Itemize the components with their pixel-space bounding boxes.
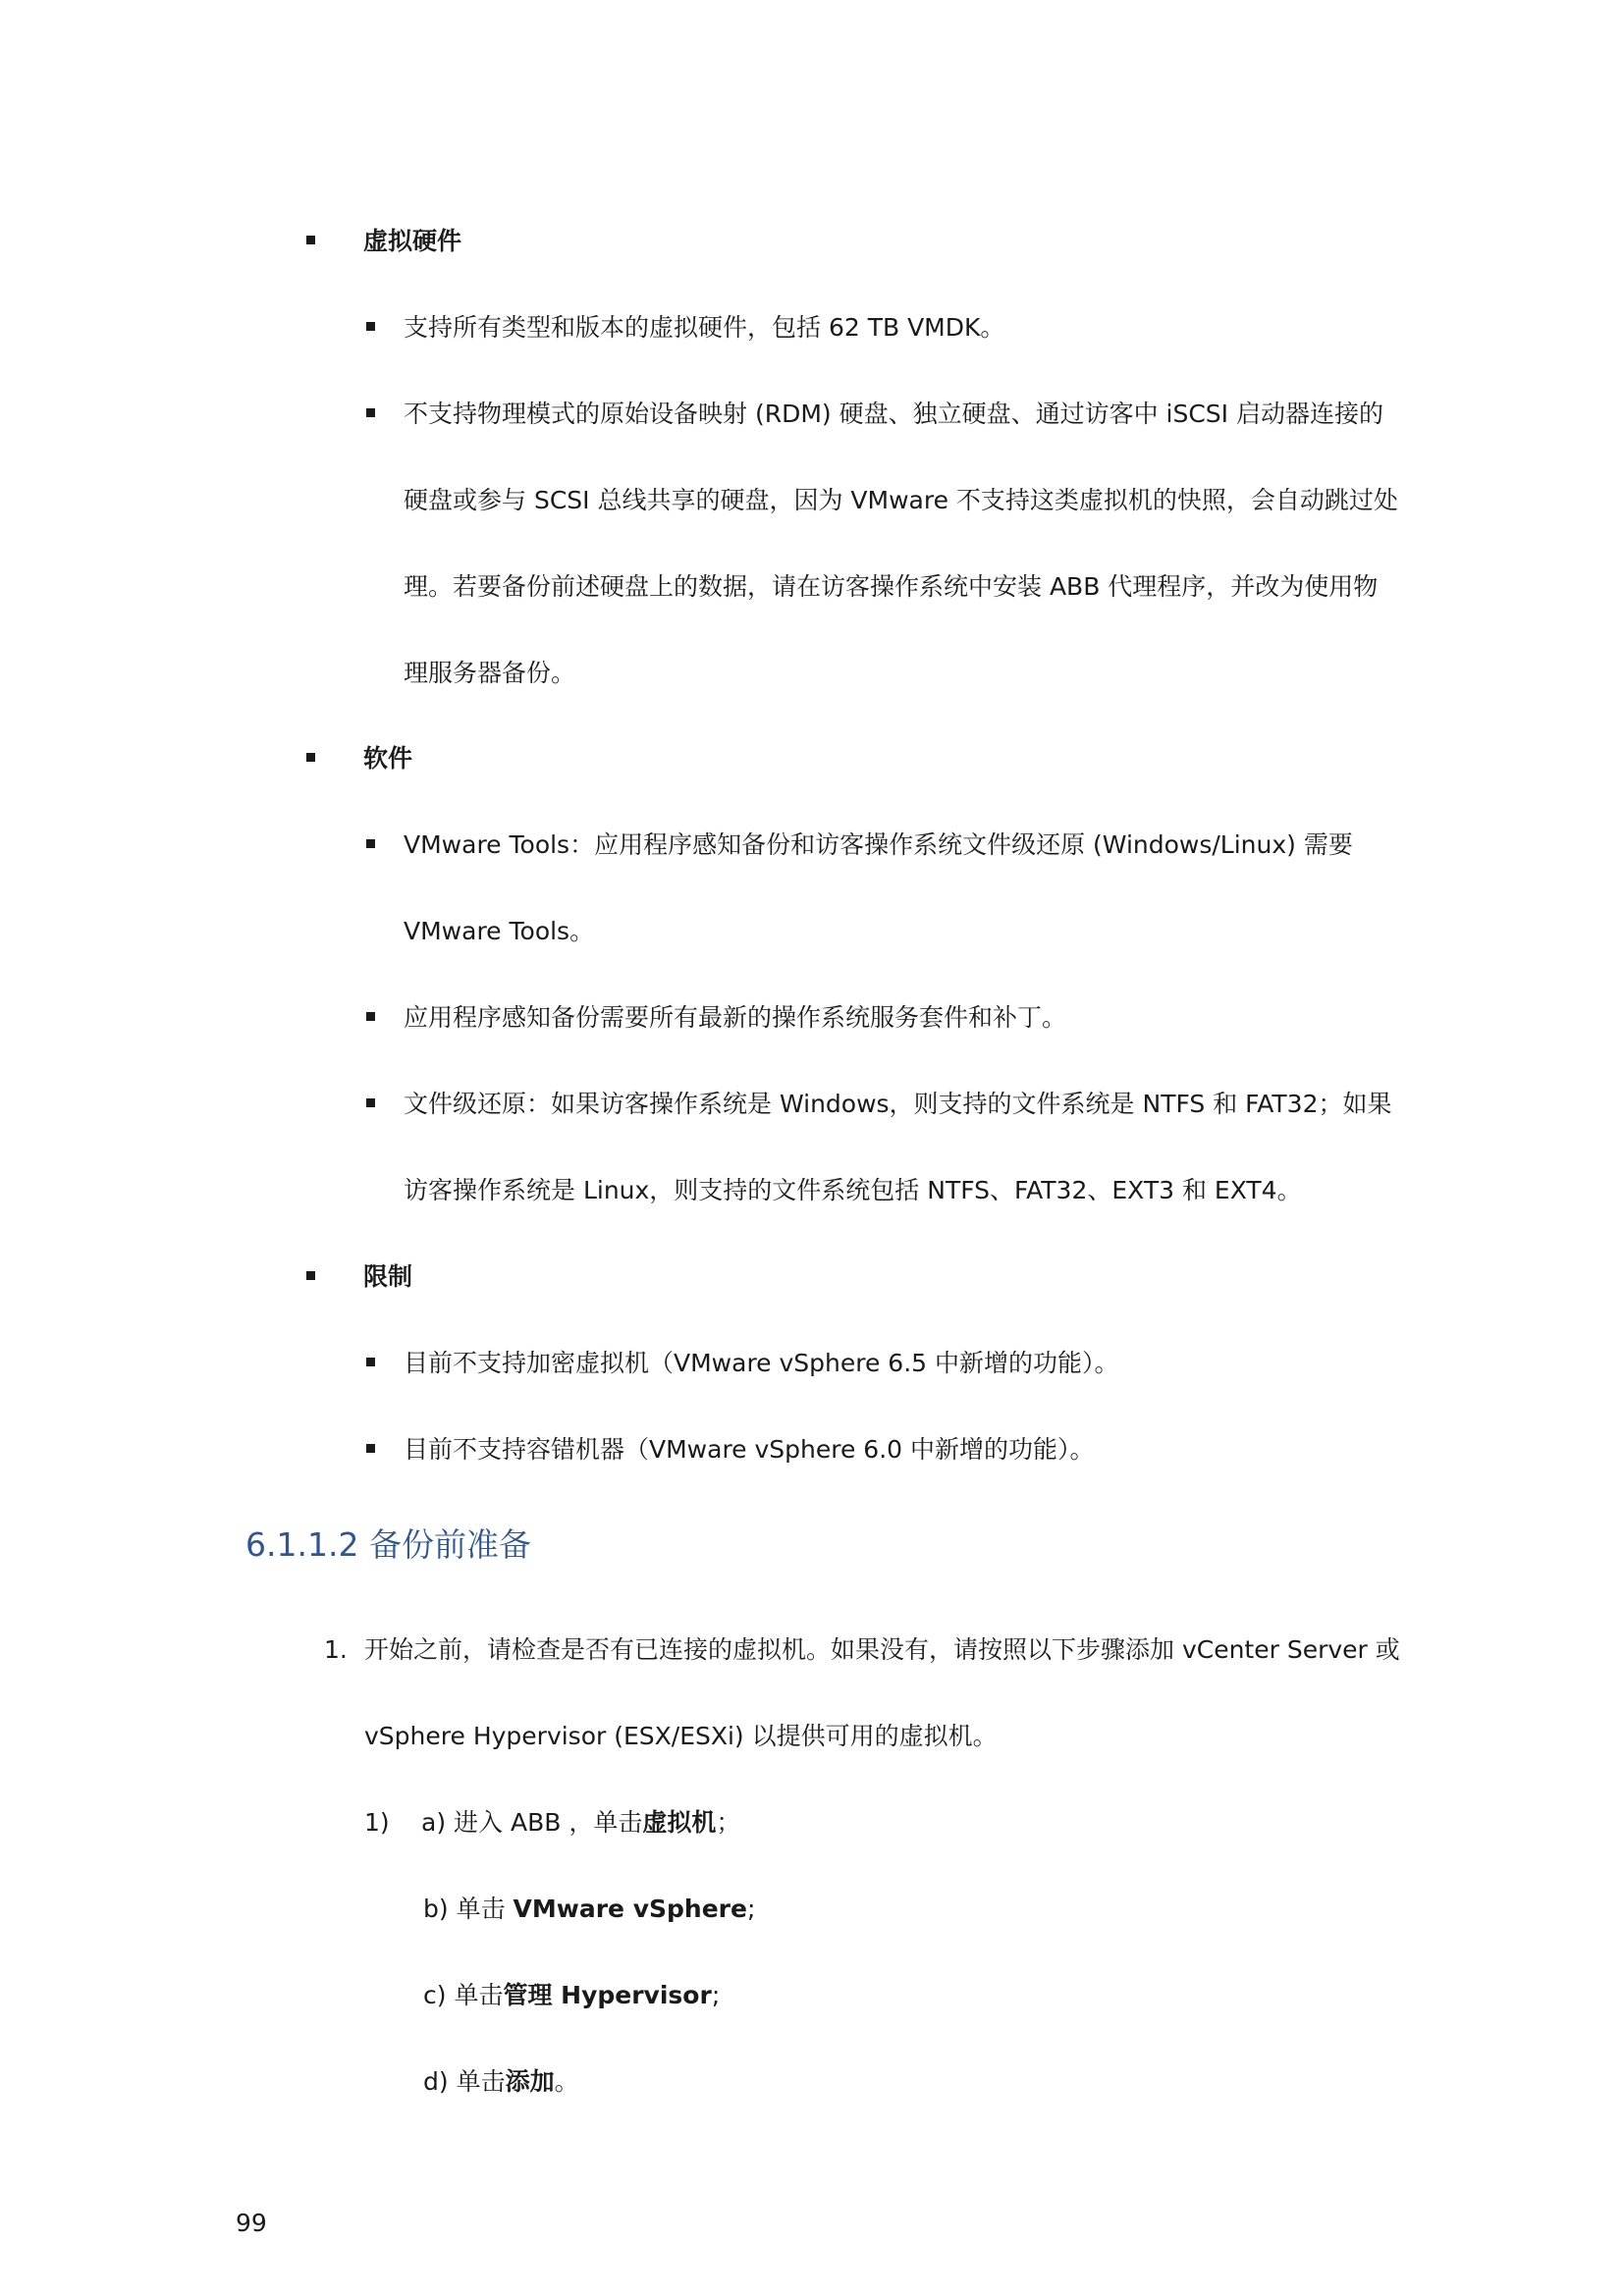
bullet-icon xyxy=(306,753,315,762)
substep-a xyxy=(421,1806,740,1840)
substep-c-text: c) 单击 xyxy=(423,1981,504,2009)
substep-number: 1) xyxy=(364,1808,390,1837)
section-title-limitations: 限制 xyxy=(363,1262,413,1291)
sw-item-3-line-1: 文件级还原：如果访客操作系统是 Windows，则支持的文件系统是 NTFS 和 FAT32；如果 xyxy=(404,1090,1392,1118)
step-number: 1. xyxy=(324,1635,348,1664)
substep-d xyxy=(423,2065,579,2099)
section-title-virtual-hardware: 虚拟硬件 xyxy=(363,227,462,255)
bullet-icon xyxy=(366,1098,375,1107)
hw-item-2-line-4: 理服务器备份。 xyxy=(404,659,576,687)
bullet-icon xyxy=(366,1012,375,1021)
sw-item-3-line-2: 访客操作系统是 Linux，则支持的文件系统包括 NTFS、FAT32、EXT3 和 EXT4。 xyxy=(404,1176,1302,1204)
substep-b-suffix: ; xyxy=(746,1895,756,1923)
substep-a-emphasis: 虚拟机 xyxy=(642,1808,717,1837)
sw-item-1-line-1: VMware Tools：应用程序感知备份和访客操作系统文件级还原 (Windows/Linux) 需要 xyxy=(404,830,1353,859)
substep-a-text: a) 进入 ABB ，单击 xyxy=(421,1808,643,1837)
substep-c xyxy=(423,1979,720,2012)
bullet-icon xyxy=(366,839,375,848)
substep-a-suffix: ； xyxy=(716,1808,741,1837)
section-heading: 6.1.1.2 备份前准备 xyxy=(245,1525,531,1564)
substep-b-emphasis: VMware vSphere xyxy=(513,1895,747,1923)
step-1-line-2: vSphere Hypervisor (ESX/ESXi) 以提供可用的虚拟机。 xyxy=(364,1722,998,1750)
substep-b-text: b) 单击 xyxy=(423,1895,514,1923)
substep-d-suffix: 。 xyxy=(554,2067,579,2096)
hw-item-1: 支持所有类型和版本的虚拟硬件，包括 62 TB VMDK。 xyxy=(404,313,1005,342)
section-title-software: 软件 xyxy=(363,744,413,773)
bullet-icon xyxy=(366,1358,375,1366)
page-number: 99 xyxy=(236,2209,267,2237)
limit-item-2: 目前不支持容错机器（VMware vSphere 6.0 中新增的功能）。 xyxy=(404,1435,1095,1464)
hw-item-2-line-1: 不支持物理模式的原始设备映射 (RDM) 硬盘、独立硬盘、通过访客中 iSCSI 启动器连接的 xyxy=(404,400,1384,428)
substep-c-suffix: ; xyxy=(711,1981,721,2009)
bullet-icon xyxy=(366,1444,375,1453)
limit-item-1: 目前不支持加密虚拟机（VMware vSphere 6.5 中新增的功能）。 xyxy=(404,1349,1119,1377)
bullet-icon xyxy=(306,1271,315,1280)
bullet-icon xyxy=(366,408,375,417)
step-1-line-1: 开始之前，请检查是否有已连接的虚拟机。如果没有，请按照以下步骤添加 vCenter Server 或 xyxy=(364,1635,1400,1664)
substep-d-text: d) 单击 xyxy=(423,2067,506,2096)
hw-item-2-line-3: 理。若要备份前述硬盘上的数据，请在访客操作系统中安装 ABB 代理程序，并改为使用物 xyxy=(404,572,1379,601)
substep-c-emphasis: 管理 Hypervisor xyxy=(503,1981,712,2009)
substep-b xyxy=(423,1893,755,1926)
sw-item-1-line-2: VMware Tools。 xyxy=(404,917,595,945)
bullet-icon xyxy=(306,236,315,244)
sw-item-2: 应用程序感知备份需要所有最新的操作系统服务套件和补丁。 xyxy=(404,1003,1067,1032)
substep-d-emphasis: 添加 xyxy=(505,2067,555,2096)
hw-item-2-line-2: 硬盘或参与 SCSI 总线共享的硬盘，因为 VMware 不支持这类虚拟机的快照，会自动跳过处 xyxy=(404,486,1398,514)
bullet-icon xyxy=(366,322,375,331)
